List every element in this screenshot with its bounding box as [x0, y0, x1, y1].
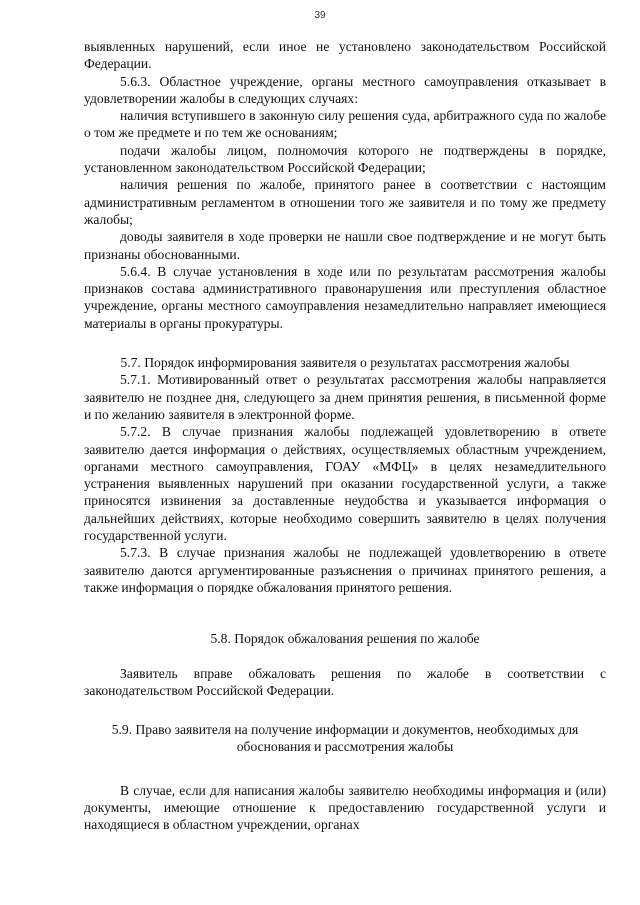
section-heading: 5.7. Порядок информирования заявителя о результатах рассмотрения жалобы — [120, 355, 570, 371]
page-number: 39 — [314, 10, 326, 21]
paragraph: В случае, если для написания жалобы заявителю необходимы информация и (или) документы, имеющие отношение к предоставлению государственной услуги и находящиеся в областном учреждении, органах — [84, 782, 606, 833]
paragraph: Заявитель вправе обжаловать решения по жалобе в соответствии с законодательством Российской Федерации. — [84, 665, 606, 698]
paragraph: 5.7.1. Мотивированный ответ о результатах рассмотрения жалобы направляется заявителю не позднее дня, следующего за днем принятия решения, в письменной форме и по желанию заявителя в электронной форме. — [84, 372, 606, 422]
paragraph: 5.7.3. В случае признания жалобы не подлежащей удовлетворению в ответе заявителю даются аргументированные разъяснения о причинах принятого решения, а также информация о порядке обжалования принятого решения. — [84, 545, 606, 595]
paragraph: наличия вступившего в законную силу решения суда, арбитражного суда по жалобе о том же предмете и по тем же основаниям; — [84, 108, 606, 141]
document-body — [84, 38, 606, 834]
paragraph: 5.6.3. Областное учреждение, органы местного самоуправления отказывает в удовлетворении жалобы в следующих случаях: — [84, 73, 606, 106]
paragraph: 5.7.2. В случае признания жалобы подлежащей удовлетворению в ответе заявителю дается информация о действиях, осуществляемых областным учреждением, органами местного самоуправления, ГОАУ «МФЦ» в целях незамедлительного устранения выявленных нарушений при оказании государственной услуги, а также приносятся извинения за доставленные неудобства и указывается информация о дальнейших действиях, которые необходимо совершить заявителю в целях получения государственной услуги. — [84, 424, 606, 544]
paragraph: подачи жалобы лицом, полномочия которого не подтверждены в порядке, установленном законодательством Российской Федерации; — [84, 142, 606, 176]
section-heading: 5.8. Порядок обжалования решения по жалобе — [210, 631, 480, 647]
paragraph: выявленных нарушений, если иное не установлено законодательством Российской Федерации. — [84, 39, 606, 72]
paragraph: доводы заявителя в ходе проверки не нашли свое подтверждение и не могут быть признаны обоснованными. — [84, 229, 606, 262]
paragraph: наличия решения по жалобе, принятого ранее в соответствии с настоящим административным регламентом в отношении того же заявителя и по тому же предмету жалобы; — [84, 177, 606, 227]
section-heading: 5.9. Право заявителя на получение информации и документов, необходимых для обоснования и рассмотрения жалобы — [111, 722, 579, 755]
paragraph: 5.6.4. В случае установления в ходе или по результатам рассмотрения жалобы признаков состава административного правонарушения или преступления областное учреждение, органы местного самоуправления незамедлительно направляет имеющиеся материалы в органы прокуратуры. — [84, 263, 606, 331]
